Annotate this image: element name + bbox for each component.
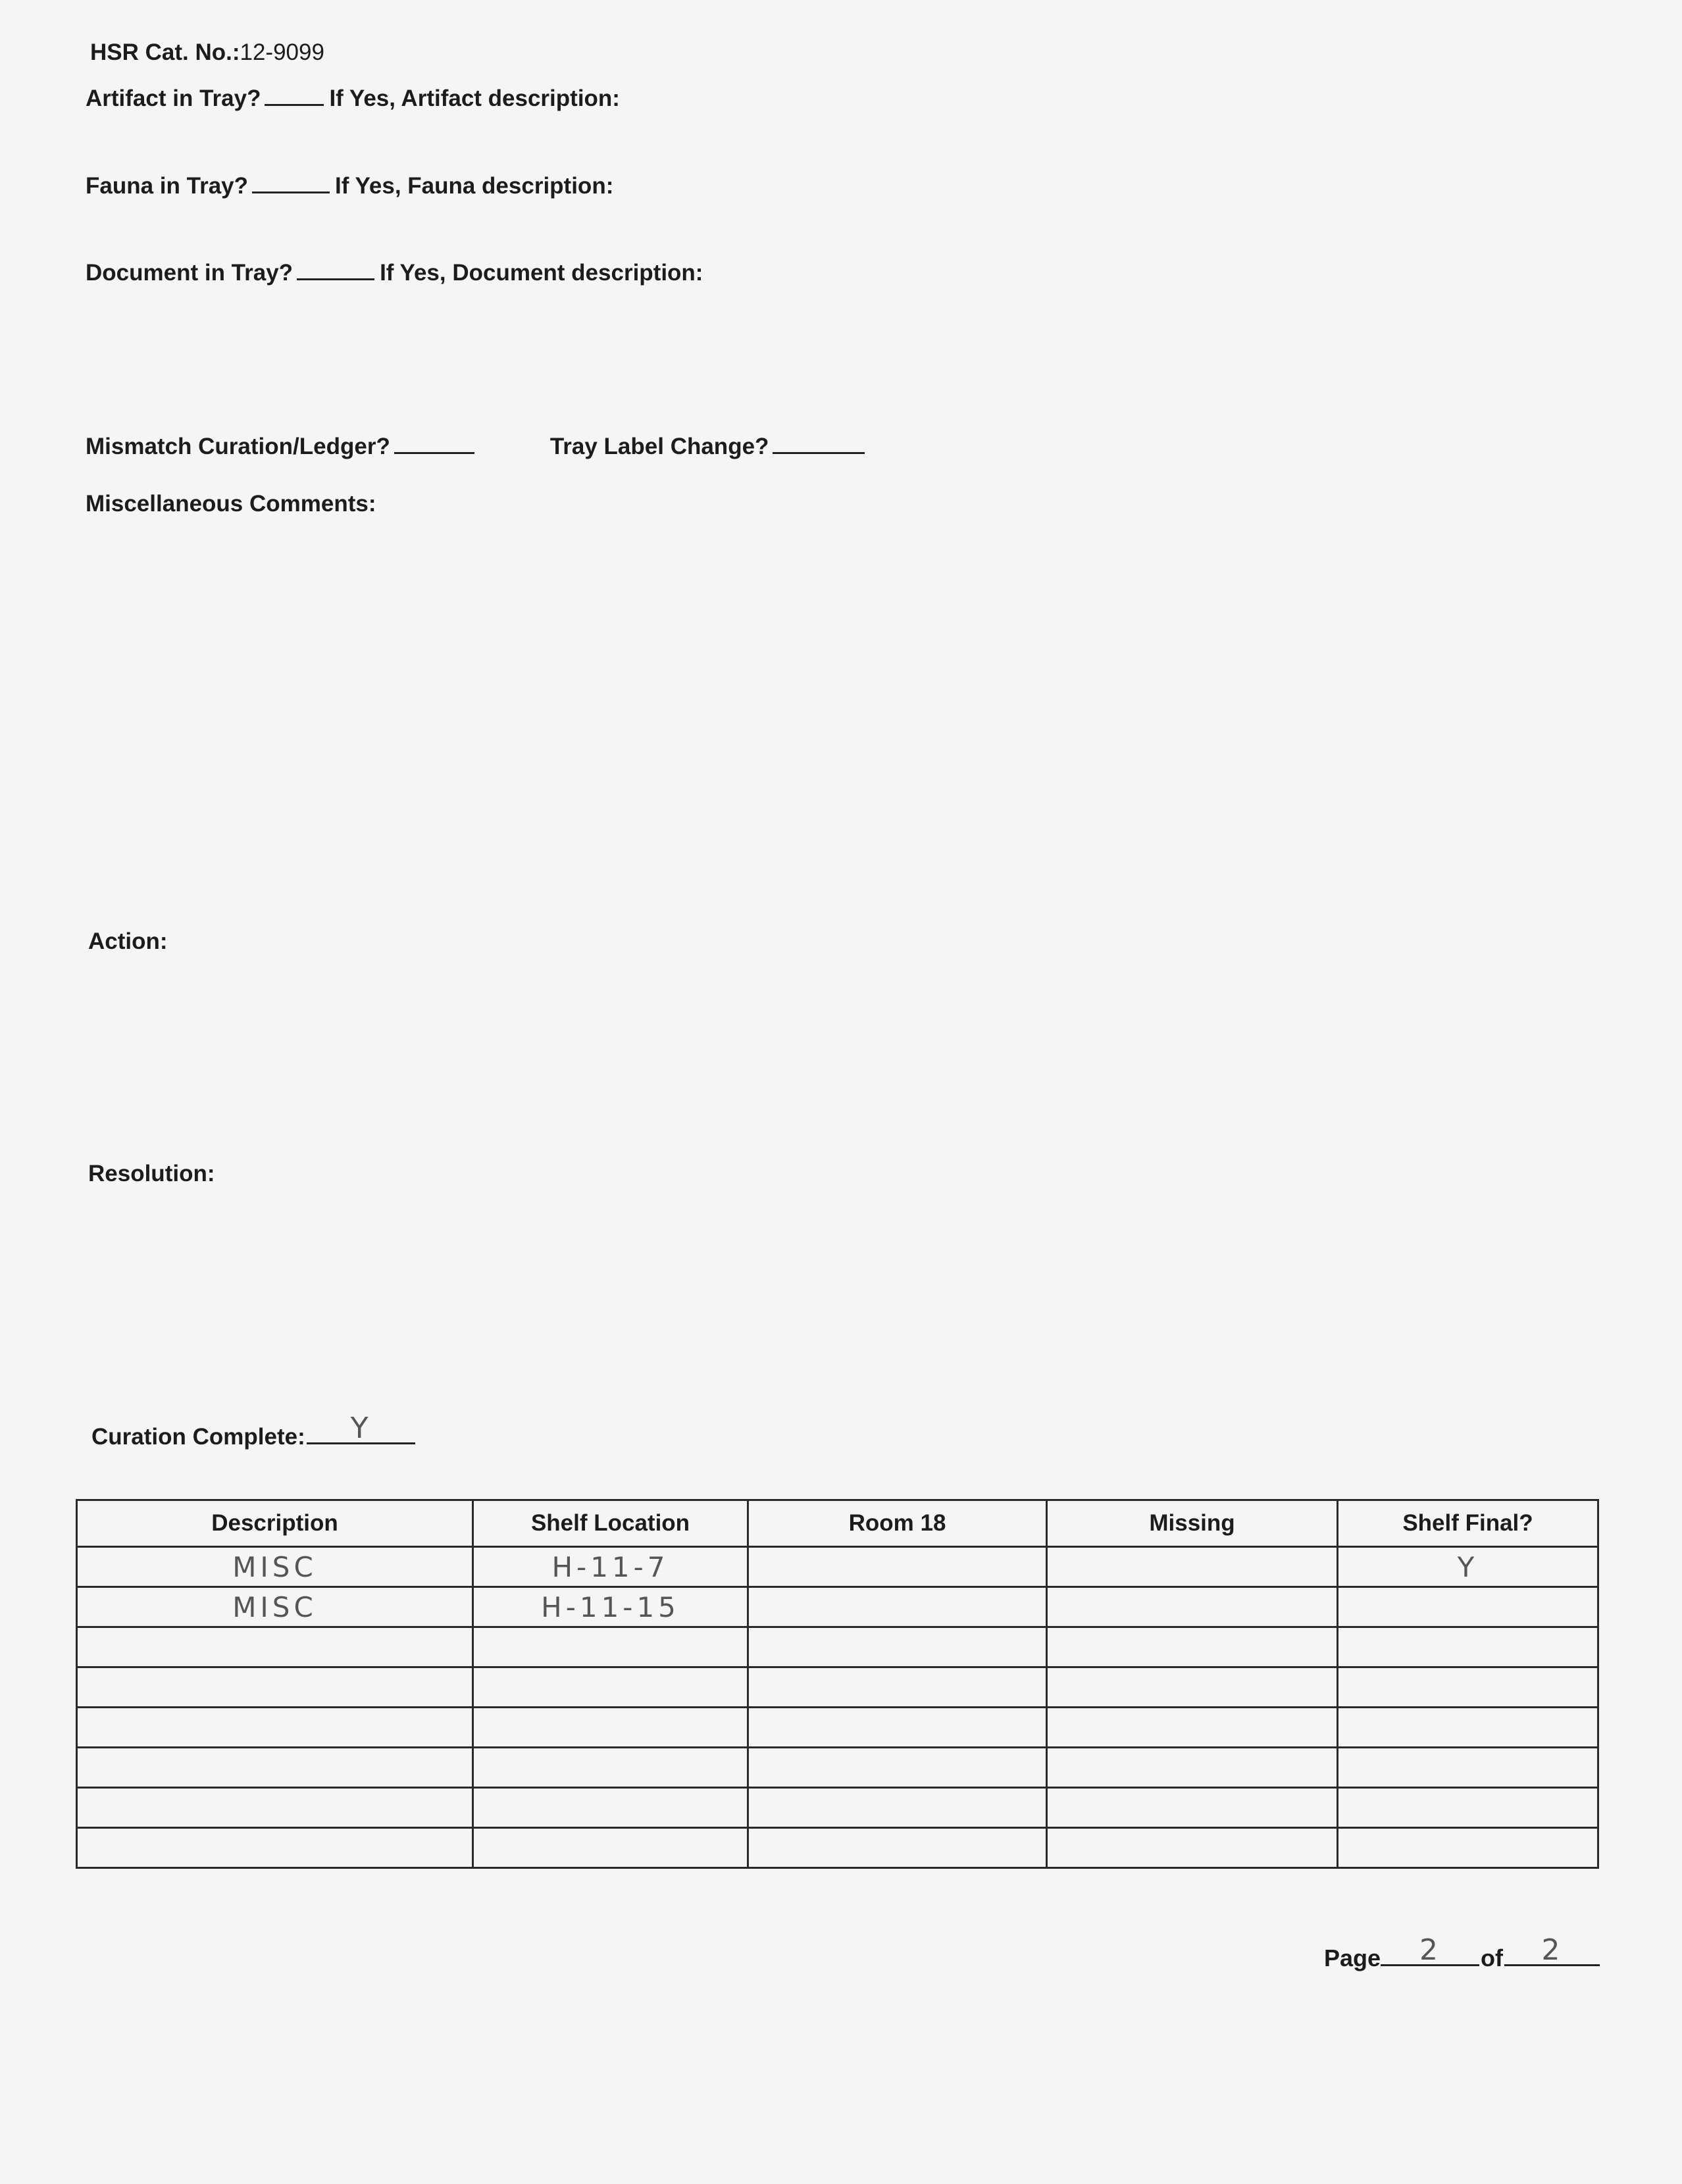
cell-shelf-final[interactable]	[1338, 1788, 1598, 1828]
cell-room-18[interactable]	[748, 1547, 1047, 1587]
mismatch-label: Mismatch Curation/Ledger?	[86, 434, 390, 459]
cell-missing[interactable]	[1047, 1708, 1338, 1748]
cell-room-18[interactable]	[748, 1788, 1047, 1828]
cell-shelf-final[interactable]	[1338, 1667, 1598, 1708]
cell-description[interactable]	[77, 1828, 473, 1868]
artifact-label: Artifact in Tray?	[86, 86, 261, 111]
table-row	[77, 1667, 1598, 1708]
cell-shelf-location[interactable]	[473, 1627, 748, 1667]
cell-missing[interactable]	[1047, 1788, 1338, 1828]
action-heading	[88, 928, 168, 955]
curation-complete-line	[91, 1411, 420, 1450]
table-row	[77, 1748, 1598, 1788]
cell-shelf-location[interactable]	[473, 1708, 748, 1748]
cell-shelf-location[interactable]	[473, 1828, 748, 1868]
cell-missing[interactable]	[1047, 1748, 1338, 1788]
artifact-question	[86, 84, 620, 112]
curation-complete-label: Curation Complete:	[91, 1424, 305, 1450]
cell-shelf-location[interactable]: H-11-15	[473, 1587, 748, 1627]
cell-room-18[interactable]	[748, 1587, 1047, 1627]
cat-no-value: 12-9099	[240, 39, 324, 65]
mismatch-answer-field[interactable]	[394, 432, 474, 454]
tray-label-change-field[interactable]	[773, 432, 865, 454]
resolution-label: Resolution:	[88, 1161, 215, 1186]
table-row	[77, 1627, 1598, 1667]
table-row	[77, 1788, 1598, 1828]
page-counter	[1324, 1933, 1600, 1972]
page-number-field[interactable]	[1381, 1933, 1479, 1967]
fauna-question	[86, 172, 613, 199]
cell-description[interactable]	[77, 1708, 473, 1748]
cell-shelf-location[interactable]: H-11-7	[473, 1547, 748, 1587]
col-header-shelf-final: Shelf Final?	[1338, 1500, 1598, 1547]
cat-no-label: HSR Cat. No.:	[90, 39, 240, 65]
col-header-room-18: Room 18	[748, 1500, 1047, 1547]
table-row	[77, 1587, 1598, 1627]
of-label: of	[1481, 1944, 1504, 1971]
table-row	[77, 1547, 1598, 1587]
fauna-label: Fauna in Tray?	[86, 173, 248, 199]
cell-shelf-final[interactable]	[1338, 1828, 1598, 1868]
document-desc-label: If Yes, Document description:	[380, 260, 703, 286]
table-row	[77, 1828, 1598, 1868]
cell-missing[interactable]	[1047, 1587, 1338, 1627]
misc-comments-label: Miscellaneous Comments:	[86, 491, 376, 517]
cell-room-18[interactable]	[748, 1667, 1047, 1708]
col-header-shelf-location: Shelf Location	[473, 1500, 748, 1547]
resolution-heading	[88, 1161, 215, 1187]
cell-room-18[interactable]	[748, 1828, 1047, 1868]
page-number-value: 2	[1419, 1933, 1441, 1967]
cell-description[interactable]	[77, 1627, 473, 1667]
artifact-desc-label: If Yes, Artifact description:	[329, 86, 620, 111]
misc-comments-heading	[86, 491, 376, 517]
cell-shelf-final[interactable]	[1338, 1587, 1598, 1627]
document-answer-field[interactable]	[297, 259, 374, 280]
cell-missing[interactable]	[1047, 1828, 1338, 1868]
page-total-value: 2	[1541, 1933, 1563, 1967]
catalog-number-line	[90, 39, 324, 66]
cell-shelf-location[interactable]	[473, 1788, 748, 1828]
cell-description[interactable]: MISC	[77, 1547, 473, 1587]
cell-missing[interactable]	[1047, 1627, 1338, 1667]
fauna-answer-field[interactable]	[252, 172, 330, 193]
page-label: Page	[1324, 1944, 1381, 1971]
table-header-row	[77, 1500, 1598, 1547]
curation-complete-field[interactable]	[307, 1411, 415, 1445]
cell-room-18[interactable]	[748, 1748, 1047, 1788]
document-question	[86, 259, 703, 286]
cell-missing[interactable]	[1047, 1667, 1338, 1708]
cell-room-18[interactable]	[748, 1627, 1047, 1667]
col-header-missing: Missing	[1047, 1500, 1338, 1547]
cell-description[interactable]: MISC	[77, 1587, 473, 1627]
mismatch-question	[86, 432, 870, 460]
col-header-description: Description	[77, 1500, 473, 1547]
cell-shelf-location[interactable]	[473, 1748, 748, 1788]
curation-complete-value: Y	[350, 1411, 371, 1445]
page-total-field[interactable]	[1504, 1933, 1600, 1967]
artifact-answer-field[interactable]	[265, 84, 324, 106]
cell-description[interactable]	[77, 1748, 473, 1788]
document-label: Document in Tray?	[86, 260, 293, 286]
cell-description[interactable]	[77, 1788, 473, 1828]
tray-label-change-label: Tray Label Change?	[549, 434, 769, 459]
cell-description[interactable]	[77, 1667, 473, 1708]
action-label: Action:	[88, 928, 168, 954]
cell-shelf-final[interactable]	[1338, 1748, 1598, 1788]
cell-room-18[interactable]	[748, 1708, 1047, 1748]
cell-shelf-location[interactable]	[473, 1667, 748, 1708]
table-row	[77, 1708, 1598, 1748]
fauna-desc-label: If Yes, Fauna description:	[335, 173, 614, 199]
cell-shelf-final[interactable]	[1338, 1708, 1598, 1748]
shelf-table	[76, 1499, 1599, 1869]
cell-shelf-final[interactable]: Y	[1338, 1547, 1598, 1587]
cell-shelf-final[interactable]	[1338, 1627, 1598, 1667]
cell-missing[interactable]	[1047, 1547, 1338, 1587]
